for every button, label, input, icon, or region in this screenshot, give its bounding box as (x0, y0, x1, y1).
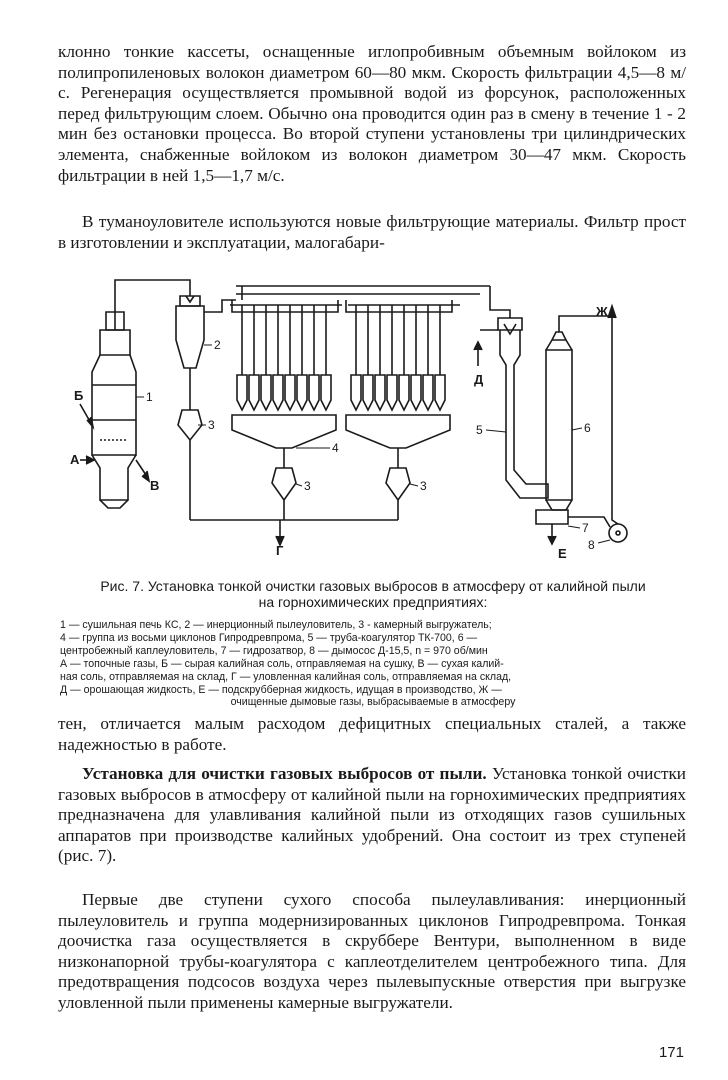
chamber-unloader-1 (178, 410, 202, 520)
cyclone-group-1 (230, 300, 342, 468)
label-3b: 3 (304, 479, 311, 493)
paragraph-3: тен, отличается малым расходом дефицитных специальных сталей, а также надежностью в работе. (58, 714, 686, 754)
label-E: Е (558, 546, 567, 561)
paragraph-1: клонно тонкие кассеты, оснащенные иглопробивным объемным войлоком из полипропиленовых волокон диаметром 60—80 мкм. Скорость фильтрации 4,5—8 м/с. Регенерация осуществляется промывной водой из форсунок, расположенных перед фильтрующим слоем. Обычно она проводится один раз в смену в течение 1 - 2 мин без остановки процесса. Во второй ступени установлены три цилиндрических элемента, снабженные войлоком из волокон диаметром 30—47 мкм. Скорость фильтрации в ней 1,5—1,7 м/с. (58, 42, 686, 185)
drying-furnace (92, 312, 136, 508)
droplet-separator (546, 306, 616, 510)
legend-line: 4 — группа из восьми циклонов Гипродревпрома, 5 — труба-коагулятор ТК-700, 6 — (60, 631, 478, 644)
legend-line: ная соль, отправляемая на склад, Г — уловленная калийная соль, отправляемая на склад, (60, 670, 512, 683)
label-3a: 3 (208, 418, 215, 432)
hydraulic-seal (536, 510, 568, 544)
cyclone-group-2 (346, 300, 460, 468)
page-number: 171 (658, 1044, 684, 1061)
figure-legend (60, 619, 686, 709)
label-B: Б (74, 388, 84, 403)
label-2: 2 (214, 338, 221, 352)
label-8: 8 (588, 538, 595, 552)
label-A: А (70, 452, 80, 467)
legend-line: очищенные дымовые газы, выбрасываемые в атмосферу (230, 696, 516, 709)
figure-caption (60, 578, 686, 610)
legend-line: центробежный каплеуловитель, 7 — гидрозатвор, 8 — дымосос Д-15,5, n = 970 об/мин (60, 644, 488, 657)
label-3c: 3 (420, 479, 427, 493)
label-G: Г (276, 543, 284, 558)
smoke-exhauster (568, 460, 627, 542)
label-1: 1 (146, 390, 153, 404)
venturi-coagulator (474, 318, 548, 498)
label-4: 4 (332, 441, 339, 455)
legend-line: 1 — сушильная печь КС, 2 — инерционный пылеуловитель, 3 - камерный выгружатель; (60, 619, 492, 631)
figure-diagram (0, 268, 728, 568)
caption-line-1: Рис. 7. Установка тонкой очистки газовых выбросов в атмосферу от калийной пыли (100, 578, 646, 594)
paragraph-4 (58, 764, 686, 867)
inertial-separator (176, 296, 204, 410)
label-6: 6 (584, 421, 591, 435)
label-D: Д (474, 372, 484, 387)
label-V: В (150, 478, 160, 493)
paragraph-5: Первые две ступени сухого способа пылеулавливания: инерционный пылеуловитель и группа модернизированных циклонов Гипродревпрома. Тонкая доочистка газа осуществляется в скруббере Вентури, выполненном в виде низконапорной трубы-коагулятора с каплеотделителем центробежного типа. Для предотвращения подсосов воздуха через пылевыпускные отверстия при выгрузке уловленной пыли применены камерные выгружатели. (58, 890, 686, 1012)
legend-line: А — топочные газы, Б — сырая калийная соль, отправляемая на сушку, В — сухая калий- (60, 657, 504, 670)
caption-line-2: на горнохимических предприятиях: (258, 594, 488, 610)
label-7: 7 (582, 521, 589, 535)
paragraph-4-body: Установка тонкой очистки газовых выбросов в атмосферу от калийной пыли на горнохимических предприятиях предназначена для улавливания калийной пыли из отходящих газов сушильных аппаратов при производстве калийных удобрений. Она состоит из трех ступеней (рис. 7). (58, 764, 687, 866)
label-Zh: Ж (596, 304, 608, 319)
section-heading: Установка для очистки газовых выбросов от пыли. (82, 764, 487, 783)
chamber-unloader-3 (386, 468, 410, 520)
legend-line: Д — орошающая жидкость, Е — подскрубберная жидкость, идущая в производство, Ж — (60, 683, 502, 696)
label-5: 5 (476, 423, 483, 437)
chamber-unloader-2 (272, 468, 296, 520)
paragraph-2: В туманоуловителе используются новые фильтрующие материалы. Фильтр прост в изготовлении и эксплуатации, малогабари- (58, 212, 686, 252)
